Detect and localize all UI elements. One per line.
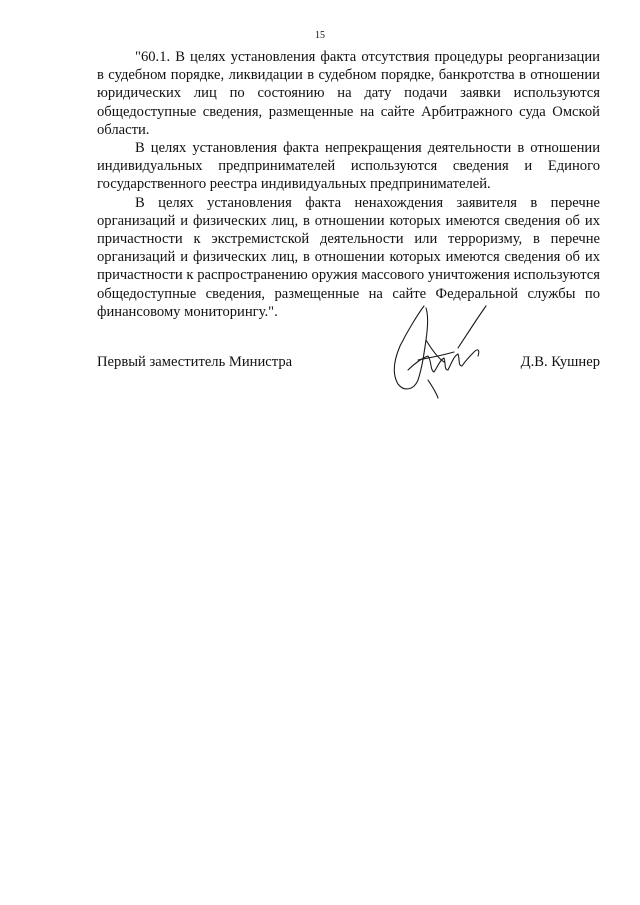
document-body <box>97 48 600 321</box>
page-number: 15 <box>315 30 325 41</box>
paragraph-terror-list: В целях установления факта ненахождения заявителя в перечне организаций и физических лиц, в отношении которых имеются сведения об их причастности к экстремистской деятельности или терроризму, в перечне организаций и физических лиц, в отношении которых имеются сведения об их причастности к распространению оружия массового уничтожения используются общедоступные сведения, размещенные на сайте Федеральной службы по финансовому мониторингу.". <box>97 194 600 320</box>
paragraph-entrepreneurs: В целях установления факта непрекращения деятельности в отношении индивидуальных предпринимателей используются сведения и Единого государственного реестра индивидуальных предпринимателей. <box>97 140 600 193</box>
paragraph-60-1: "60.1. В целях установления факта отсутствия процедуры реорганизации в судебном порядке, ликвидации в судебном порядке, банкротства в отношении юридических лиц по состоянию на дату подачи заявки используются общедоступные сведения, размещенные на сайте Арбитражного суда Омской области. <box>97 49 600 138</box>
signatory-position: Первый заместитель Министра <box>97 354 293 370</box>
handwritten-signature <box>388 300 498 402</box>
signature-block <box>97 353 600 373</box>
signatory-name: Д.В. Кушнер <box>520 354 600 370</box>
